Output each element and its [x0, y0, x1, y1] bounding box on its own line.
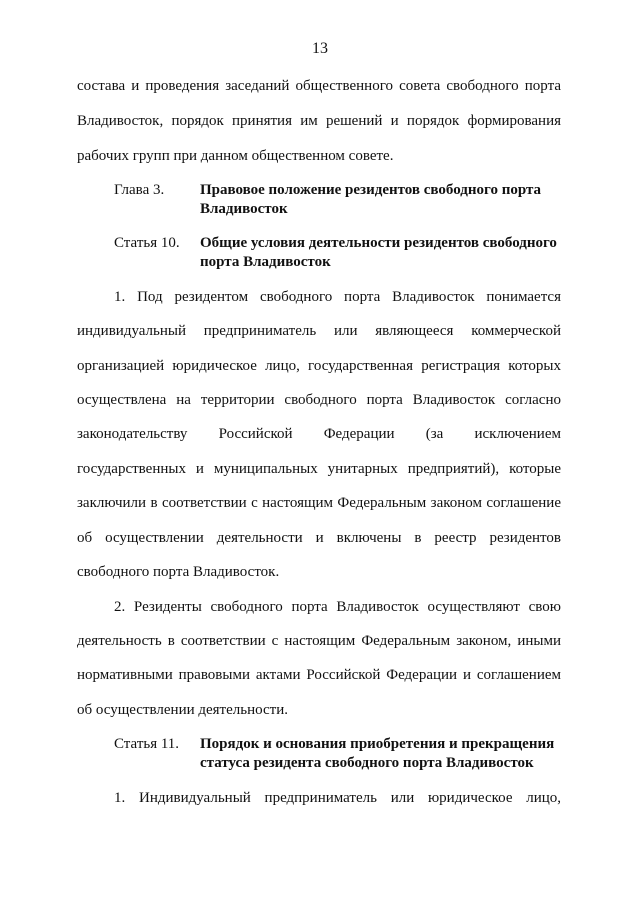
intro-line: состава и проведения заседаний общественного совета свободного порта — [77, 78, 561, 94]
paragraph-line: 1. Под резидентом свободного порта Владивосток понимается — [114, 289, 561, 305]
article-title — [200, 735, 580, 773]
paragraph-line: свободного порта Владивосток. — [77, 564, 280, 580]
article-title — [200, 234, 580, 272]
paragraph-line: деятельность в соответствии с настоящим Федеральным законом, иными — [77, 633, 561, 649]
paragraph-line: осуществлена на территории свободного порта Владивосток согласно — [77, 392, 561, 408]
chapter-title-line: Владивосток — [200, 201, 288, 217]
paragraph-line: об осуществлении деятельности и включены в реестр резидентов — [77, 530, 561, 546]
intro-line: рабочих групп при данном общественном совете. — [77, 148, 394, 164]
paragraph-line: об осуществлении деятельности. — [77, 702, 288, 718]
paragraph-line: государственных и муниципальных унитарных предприятий), которые — [77, 461, 561, 477]
chapter-title-line: Правовое положение резидентов свободного порта — [200, 182, 542, 198]
article-title-line: Общие условия деятельности резидентов свободного — [200, 235, 557, 251]
paragraph-line: нормативными правовыми актами Российской Федерации и соглашением — [77, 667, 561, 683]
article-title-line: порта Владивосток — [200, 254, 331, 270]
article-title-line: Порядок и основания приобретения и прекращения — [200, 736, 555, 752]
chapter-label: Глава 3. — [114, 182, 165, 198]
paragraph-line: законодательству Российской Федерации (за исключением — [77, 426, 561, 442]
intro-line: Владивосток, порядок принятия им решений и порядок формирования — [77, 113, 561, 129]
article-title-line: статуса резидента свободного порта Владивосток — [200, 755, 534, 771]
chapter-title — [200, 181, 580, 219]
paragraph-line: 1. Индивидуальный предприниматель или юридическое лицо, — [114, 790, 561, 806]
paragraph-line: индивидуальный предприниматель или являющееся коммерческой — [77, 323, 561, 339]
paragraph-line: организацией юридическое лицо, государственная регистрация которых — [77, 358, 561, 374]
paragraph-line: заключили в соответствии с настоящим Федеральным законом соглашение — [77, 495, 561, 511]
article-label: Статья 10. — [114, 235, 180, 251]
page-number: 13 — [312, 40, 328, 57]
paragraph-line: 2. Резиденты свободного порта Владивосток осуществляют свою — [114, 599, 561, 615]
article-label: Статья 11. — [114, 736, 180, 752]
